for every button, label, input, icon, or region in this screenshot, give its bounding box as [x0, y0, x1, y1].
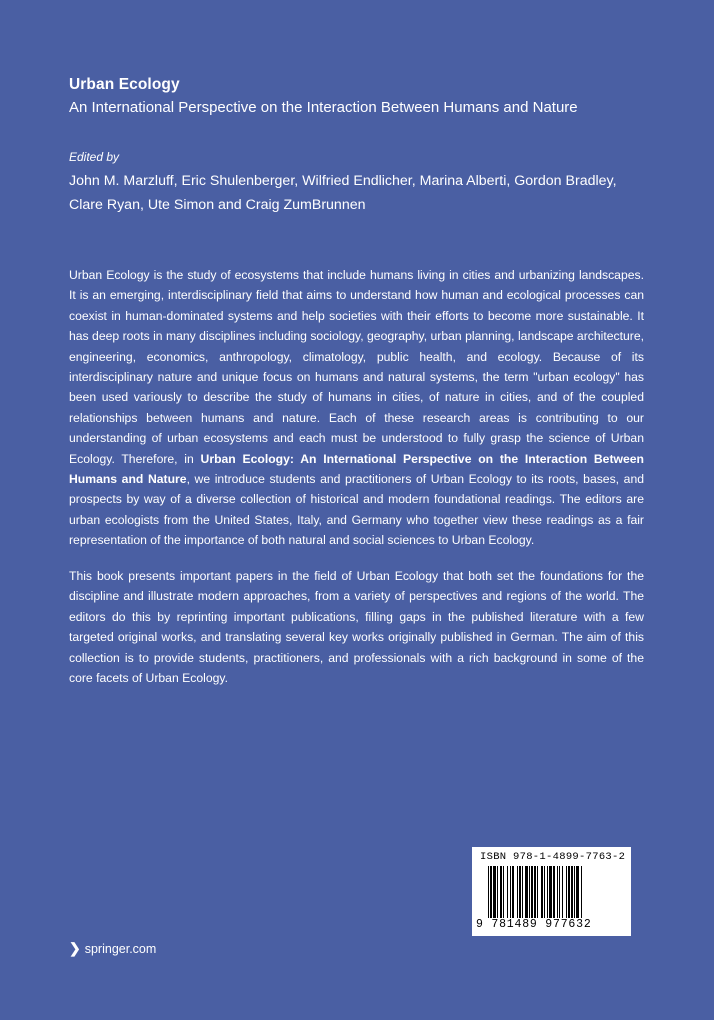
barcode-bars: [488, 866, 618, 918]
editors-line-1: John M. Marzluff, Eric Shulenberger, Wilfried Endlicher, Marina Alberti, Gordon Bradley,: [69, 173, 617, 189]
editors-line-2: Clare Ryan, Ute Simon and Craig ZumBrunnen: [69, 197, 366, 213]
edited-by-label: Edited by: [69, 150, 120, 164]
publisher-link[interactable]: [69, 940, 156, 957]
isbn-label: ISBN 978-1-4899-7763-2: [480, 851, 626, 863]
description-text-1b: , we introduce students and practitioners of Urban Ecology to its roots, bases, and prospects by way of a diverse collection of historical and modern foundational readings. The editors are urban ecologists from the United States, Italy, and Germany who together view these readings as a fair representation of the importance of both natural and social sciences to Urban Ecology.: [69, 472, 644, 548]
description-paragraph-1: [69, 265, 644, 551]
description-text-1a: Urban Ecology is the study of ecosystems that include humans living in cities and urbanizing landscapes. It is an emerging, interdisciplinary field that aims to understand how human and ecological processes can coexist in human-dominated systems and help societies with their efforts to become more sustainable. It has deep roots in many disciplines including sociology, geography, urban planning, landscape architecture, engineering, economics, anthropology, climatology, public health, and ecology. Because of its interdisciplinary nature and unique focus on humans and natural systems, the term "urban ecology" has been used variously to describe the study of humans in cities, of nature in cities, and of the coupled relationships between humans and nature. Each of these research areas is contributing to our understanding of urban ecosystems and each must be understood to fully grasp the science of Urban Ecology. Therefore, in: [69, 268, 644, 466]
barcode-number: 9 781489 977632: [476, 918, 592, 931]
book-subtitle: An International Perspective on the Interaction Between Humans and Nature: [69, 99, 578, 116]
description-book-title-bold: Urban Ecology: An International Perspective on the Interaction Between Humans and Nature: [69, 451, 644, 487]
publisher-link-text: springer.com: [84, 941, 157, 956]
description-paragraph-2: This book presents important papers in the field of Urban Ecology that both set the foundations for the discipline and illustrate modern approaches, from a variety of perspectives and regions of the world. The editors do this by reprinting important publications, filling gaps in the published literature with a few targeted original works, and translating several key works originally published in German. The aim of this collection is to provide students, practitioners, and professionals with a rich background in some of the core facets of Urban Ecology.: [69, 569, 644, 686]
editors-list: [69, 169, 629, 217]
chevron-right-icon: ❯: [69, 940, 81, 956]
book-title: Urban Ecology: [69, 76, 180, 93]
isbn-barcode: [472, 847, 631, 936]
